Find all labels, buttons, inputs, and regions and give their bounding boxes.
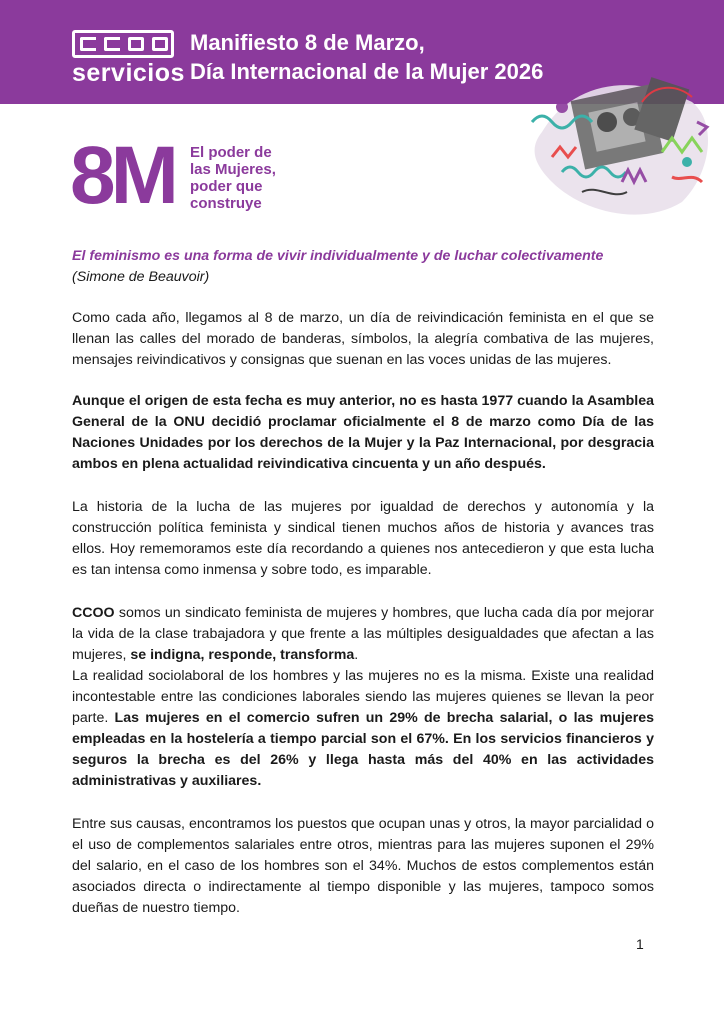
eight-m-mark: 8M (70, 130, 174, 221)
ccoo-bold: CCOO (72, 605, 115, 621)
paragraph-5-text: La realidad sociolaboral de los hombres y las mujeres no es la misma. Existe una realidad incontestable entre las condiciones laborales siendo las mujeres quienes se llevan la peor parte. (72, 668, 654, 726)
paragraph-3: La historia de la lucha de las mujeres por igualdad de derechos y autonomía y la construcción política feminista y sindical tienen muchos años de historia y avances tras ellos. Hoy rememoramos este día recordando a quienes nos antecedieron y que esta lucha es tan intensa como inmensa y sobre todo, es imparable. (72, 499, 654, 578)
paragraph-5 (72, 666, 654, 792)
ccoo-logo-mark (72, 30, 174, 58)
paragraph-4-end: . (354, 647, 359, 663)
title-line-1: Manifiesto 8 de Marzo, (190, 30, 425, 55)
page-number: 1 (636, 936, 644, 952)
paragraph-6: Entre sus causas, encontramos los puestos que ocupan unas y otros, la mayor parcialidad o el uso de complementos salariales entre otros, mientras para las mujeres suponen el 29% del salario, en el caso de los hombres son el 34%. Muchos de estos complementos están asociados directa o indirectamente al tiempo disponible y las mujeres, tampoco somos dueñas de nuestro tiempo. (72, 816, 654, 916)
ccoo-servicios-logo (72, 30, 185, 87)
epigraph-author: (Simone de Beauvoir) (72, 269, 210, 285)
slogan-line-3: poder que (190, 178, 263, 195)
paragraph-2 (72, 391, 654, 475)
paragraph-4 (72, 603, 654, 666)
manifesto-body (72, 246, 654, 919)
epigraph-quote: El feminismo es una forma de vivir individualmente y de luchar colectivamente (72, 248, 604, 264)
logo-subtitle: servicios (72, 59, 185, 87)
slogan-line-4: construye (190, 195, 262, 212)
document-title (190, 28, 543, 86)
title-line-2: Día Internacional de la Mujer 2026 (190, 59, 544, 84)
slogan-line-2: las Mujeres, (190, 161, 276, 178)
paragraph-1: Como cada año, llegamos al 8 de marzo, un día de reivindicación feminista en el que se llenan las calles del morado de banderas, símbolos, la alegría combativa de las mujeres, mensajes reivindicativos y consignas que suenan en las voces unidas de las mujeres. (72, 310, 654, 368)
paragraph-4-bold: se indigna, responde, transforma (130, 647, 355, 663)
paragraph-4-text: somos un sindicato feminista de mujeres y hombres, que lucha cada día por mejorar la vida de la clase trabajadora y que frente a las múltiples desigualdades que afectan a las mujeres, (72, 605, 654, 663)
slogan-line-1: El poder de (190, 144, 272, 161)
campaign-slogan (190, 144, 276, 212)
paragraph-2-bold: Aunque el origen de esta fecha es muy anterior, no es hasta 1977 cuando la Asamblea General de la ONU decidió proclamar oficialmente el 8 de marzo como Día de las Naciones Unidades por los derechos de la Mujer y la Paz Internacional, por desgracia ambos en plena actualidad reivindicativa cincuenta y un año después. (72, 393, 654, 472)
collage-illustration (522, 62, 722, 222)
paragraph-5-bold: Las mujeres en el comercio sufren un 29% de brecha salarial, o las mujeres empleadas en la hostelería a tiempo parcial son el 67%. En los servicios financieros y seguros la brecha es del 26% y llega hasta más del 40% en las actividades administrativas y auxiliares. (72, 710, 654, 789)
